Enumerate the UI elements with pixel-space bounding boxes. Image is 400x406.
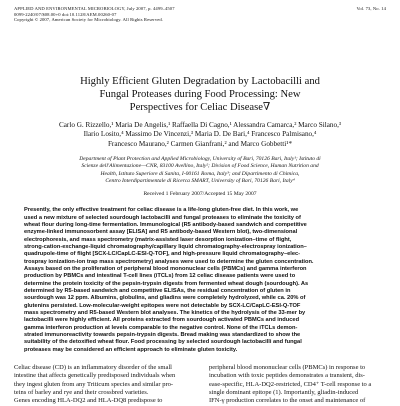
title-line: Highly Efficient Gluten Degradation by Lactobacilli and	[80, 75, 320, 87]
affiliations	[14, 156, 386, 185]
abstract-line: Presently, the only effective treatment for celiac disease is a life-long gluten-free diet. In this work, we	[24, 207, 299, 214]
affiliation-line: Health, Istituto Superiore di Sanita, I-00161 Roma, Italy³; and Dipartimento di Chimica,	[100, 170, 300, 177]
body-line: Genes encoding HLA-DQ2 and HLA-DQ8 predispose to	[14, 397, 163, 405]
abstract-line: wheat flour during long-time fermentation. Immunological (R5 antibody-based sandwich and competitive	[24, 221, 307, 228]
volume-label: Vol. 73, No. 14	[356, 6, 386, 11]
title-line: Fungal Proteases during Food Processing: New	[99, 88, 301, 100]
abstract-line: lactobacilli were highly efficient. All proteins extracted from sourdough activated PBMCs and induced	[24, 317, 300, 324]
copyright-line: Copyright © 2007, American Society for Microbiology. All Rights Reserved.	[14, 17, 164, 23]
abstract	[24, 207, 376, 354]
abstract-line: sourdough was 12 ppm. Albumins, globulins, and gliadins were completely hydrolyzed, while ca. 20% of	[24, 295, 306, 302]
body-line: single dominant epitope (1). Importantly, gliadin-induced	[209, 388, 359, 396]
body-line: IFN-γ production correlates to the onset and maintenance of	[209, 397, 366, 405]
body-line: Celiac disease (CD) is an inflammatory disorder of the small	[14, 364, 172, 372]
title-line: Perspectives for Celiac Disease∇	[129, 101, 271, 113]
body-line: incubation with toxic peptides demonstrates a transient, dis-	[209, 372, 365, 380]
author-list	[14, 121, 386, 149]
abstract-line: gamma interferon production at levels comparable to the negative control. None of the iTCLs demon-	[24, 324, 298, 331]
abstract-line: quadrupole-time of flight [SCX-LC/CapLC-ESI-Q-TOF], and high-pressure liquid chromatography–elec-	[24, 251, 301, 258]
body-line: intestine that affects genetically predisposed individuals when	[14, 372, 176, 380]
abstract-line: suitability of the detoxified wheat flour. Food processing by selected sourdough lactobacilli and fungal	[24, 339, 302, 346]
affiliation-line: Department of Plant Protection and Applied Microbiology, University of Bari, 70126 Bari, Italy¹; Istituto di	[79, 156, 321, 162]
body-line: they ingest gluten from any Triticum species and similar pro-	[14, 380, 174, 388]
affiliation-line: Centro Interdipartimentale di Ricerca SMART, University of Bari, 70126 Bari, Italy⁴	[105, 177, 295, 184]
body-column-right	[209, 364, 386, 405]
abstract-line: mass spectrometry and R5-based Western blot analyses. The kinetics of the hydrolysis of the 33-mer by	[24, 310, 306, 316]
journal-citation	[14, 6, 175, 23]
body-line: teins of barley and rye and their crossbred varieties.	[14, 388, 149, 396]
abstract-line: Assays based on the proliferation of peripheral blood mononuclear cells (PBMCs) and gamma interferon	[24, 265, 307, 272]
received-date: Received 1 February 2007/Accepted 15 May 2007	[143, 191, 257, 198]
abstract-line: trospray ionization-ion trap mass spectrometry) analyses were used to determine the gluten concentration.	[24, 258, 314, 265]
author-line: Carlo G. Rizzello,¹ Maria De Angelis,¹ Raffaella Di Cagno,¹ Alessandra Camarca,² Marco Silano,³	[58, 120, 342, 129]
abstract-line: production by PBMCs and intestinal T-cell lines (iTCLs) from 12 celiac disease patients were used to	[24, 273, 296, 280]
abstract-line: electrophoresis, and mass spectrometry (matrix-assisted laser desorption ionization–time of flight,	[24, 236, 292, 243]
doi-line: 0099-2240/07/$08.00+0 doi:10.1128/AEM.00260-07	[14, 11, 117, 17]
body-line: ease-specific, HLA-DQ2-restricted, CD4⁺ T-cell response to a	[209, 380, 372, 388]
body-text	[14, 364, 386, 405]
abstract-line: used a new mixture of selected sourdough lactobacilli and fungal proteases to eliminate the toxicity of	[24, 214, 301, 221]
journal-header	[14, 6, 386, 23]
abstract-line: proteases may be considered an efficient approach to eliminate gluten toxicity.	[24, 346, 238, 353]
author-line: Francesco Maurano,² Carmen Gianfrani,² and Marco Gobbetti¹*	[107, 139, 293, 148]
abstract-line: strated immunoreactivity towards pepsin-trypsin digests. Bread making was standardized to show the	[24, 332, 301, 339]
article-title	[14, 75, 386, 114]
abstract-line: determined by R5-based sandwich and competitive ELISAs, the residual concentration of gluten in	[24, 287, 291, 294]
body-line: peripheral blood mononuclear cells (PBMCs) in response to	[209, 364, 366, 372]
abstract-line: strong-cation-exchange-liquid chromatography/capillary liquid chromatography-electrospray ionization–	[24, 243, 307, 250]
abstract-line: glutenins persisted. Low-molecular-weight epitopes were not detectable by SCX-LC/CapLC-ESI-Q-TOF	[24, 302, 301, 309]
abstract-line: enzyme-linked immunosorbent assay [ELISA] and R5 antibody-based Western blot), two-dimensional	[24, 229, 298, 236]
journal-line: APPLIED AND ENVIRONMENTAL MICROBIOLOGY, July 2007, p. 4499–4507	[14, 6, 175, 11]
body-column-left	[14, 364, 191, 405]
affiliation-line: Scienze dell'Alimentazione—CNR, 83100 Avellino, Italy²; Division of Food Science, Human Nutrition and	[81, 163, 319, 170]
abstract-line: determine the protein toxicity of the pepsin-trypsin digests from fermented wheat dough (sourdough). As	[24, 280, 309, 287]
author-line: Ilario Losito,⁴ Massimo De Vincenzi,³ Maria D. De Bari,⁴ Francesco Palmisano,⁴	[83, 130, 317, 139]
